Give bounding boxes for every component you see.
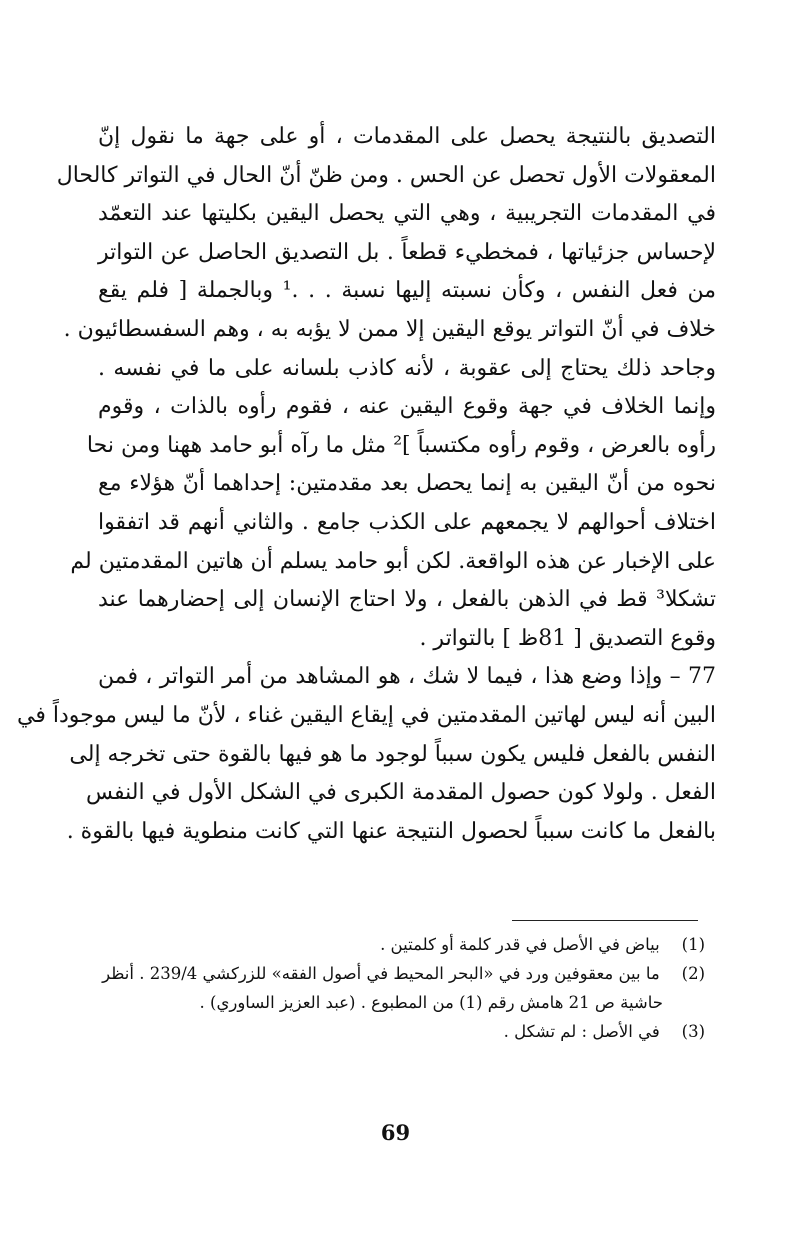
text-line: البين أنه ليس لهاتين المقدمتين في إيقاع اليقين غناء ، لأنّ ما ليس موجوداً في: [16, 702, 716, 728]
text-line: رأوه بالعرض ، وقوم رأوه مكتسباً ]² مثل ما رآه أبو حامد ههنا ومن نحا: [86, 432, 716, 458]
footnotes: [102, 930, 705, 1046]
text-line: وإنما الخلاف في جهة وقوع اليقين عنه ، فقوم رأوه بالذات ، وقوم: [98, 394, 716, 420]
text-line: وجاحد ذلك يحتاج إلى عقوبة ، لأنه كاذب بلسانه على ما في نفسه .: [98, 355, 716, 381]
main-text: [16, 118, 717, 851]
text-line: اختلاف أحوالهم لا يجمعهم على الكذب جامع . والثاني أنهم قد اتفقوا: [98, 509, 717, 535]
footnote-number: (2): [681, 964, 705, 983]
page-number: 69: [380, 1120, 411, 1145]
text-line: من فعل النفس ، وكأن نسبته إليها نسبة . . .¹ وبالجملة [ فلم يقع: [98, 278, 716, 304]
footnote-number: (3): [681, 1022, 705, 1041]
text-line: في المقدمات التجريبية ، وهي التي يحصل اليقين بكليتها عند التعمّد: [98, 201, 716, 227]
footnote-2: [102, 959, 705, 988]
text-line: وقوع التصديق [ 81ظ ] بالتواتر .: [419, 625, 716, 651]
footnote-number: (1): [681, 935, 705, 954]
text-line: المعقولات الأول تحصل عن الحس . ومن ظنّ أنّ الحال في التواتر كالحال: [56, 162, 716, 188]
text-line: النفس بالفعل فليس يكون سبباً لوجود ما هو فيها بالقوة حتى تخرجه إلى: [69, 741, 716, 767]
footnote-separator: [512, 920, 698, 921]
text-line: نحوه من أنّ اليقين به إنما يحصل بعد مقدمتين: إحداهما أنّ هؤلاء مع: [98, 471, 716, 497]
text-line: 77 – وإذا وضع هذا ، فيما لا شك ، هو المشاهد من أمر التواتر ، فمن: [98, 664, 716, 690]
text-line: على الإخبار عن هذه الواقعة. لكن أبو حامد يسلم أن هاتين المقدمتين لم: [70, 548, 716, 574]
footnote-3: [140, 1017, 705, 1046]
footnote-text: بياض في الأصل في قدر كلمة أو كلمتين .: [380, 935, 660, 954]
footnote-2-continuation: حاشية ص 21 هامش رقم (1) من المطبوع . (عبد العزيز الساوري) .: [199, 993, 663, 1012]
text-line: الفعل . ولولا كون حصول المقدمة الكبرى في الشكل الأول في النفس: [85, 780, 716, 806]
text-line: تشكلا³ قط في الذهن بالفعل ، ولا احتاج الإنسان إلى إحضارهما عند: [98, 587, 716, 613]
footnote-text: في الأصل : لم تشكل .: [503, 1022, 660, 1041]
footnote-1: [140, 930, 705, 959]
text-line: بالفعل ما كانت سبباً لحصول النتيجة عنها التي كانت منطوية فيها بالقوة .: [66, 818, 716, 844]
text-line: التصديق بالنتيجة يحصل على المقدمات ، أو على جهة ما نقول إنّ: [98, 124, 716, 149]
text-line: خلاف في أنّ التواتر يوقع اليقين إلا ممن لا يؤبه به ، وهم السفسطائيون .: [63, 316, 716, 342]
footnote-text: ما بين معقوفين ورد في «البحر المحيط في أصول الفقه» للزركشي 239/4 . أنظر: [102, 964, 660, 983]
text-line: لإحساس جزئياتها ، فمخطيء قطعاً . بل التصديق الحاصل عن التواتر: [98, 239, 716, 265]
